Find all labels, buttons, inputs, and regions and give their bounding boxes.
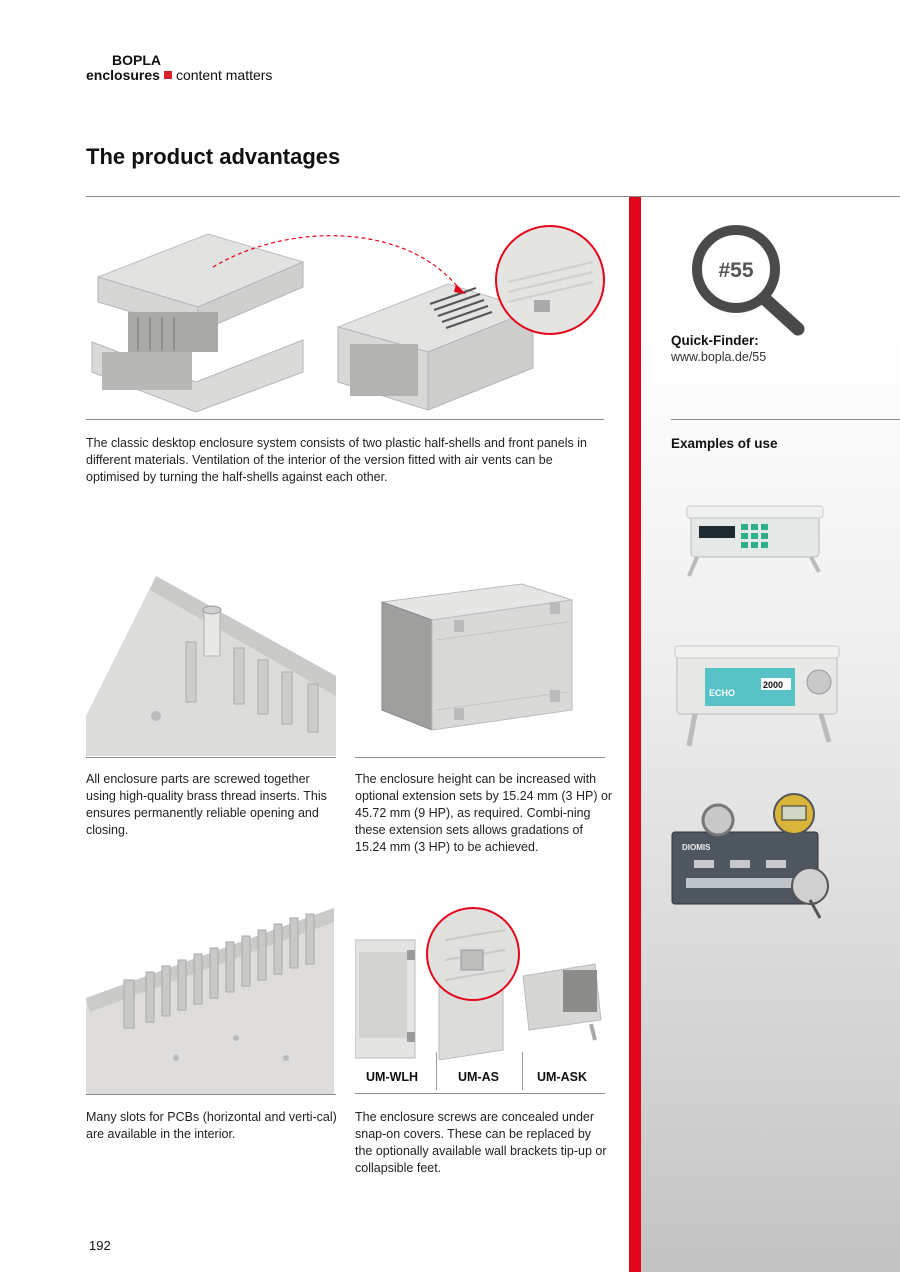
quick-finder-label: Quick-Finder:	[671, 333, 759, 348]
device-brand: DIOMIS	[682, 843, 711, 852]
sidebar-rule	[671, 419, 900, 420]
feature4-rule	[355, 1093, 605, 1094]
example-gauge-device-image	[670, 790, 850, 920]
variant-divider-2	[522, 1052, 523, 1090]
hero-enclosure-image	[88, 222, 608, 414]
variant-label-ask: UM-ASK	[537, 1070, 587, 1084]
brand-line	[86, 67, 272, 83]
pcb-slots-image	[86, 908, 336, 1094]
variant-divider-1	[436, 1052, 437, 1090]
brand-tagline: content matters	[175, 67, 273, 83]
example-echo-device-image	[673, 638, 843, 750]
feature-brass-inserts-text: All enclosure parts are screwed together using high-quality brass thread inserts. This ensures permanently reliable opening and closing.	[86, 772, 327, 837]
variant-label-as: UM-AS	[458, 1070, 499, 1084]
feature3-rule	[86, 1094, 336, 1095]
feature-pcb-slots-text: Many slots for PCBs (horizontal and verti-cal) are available in the interior.	[86, 1110, 337, 1141]
badge-number: #55	[718, 259, 754, 282]
feature-covers-text: The enclosure screws are concealed under snap-on covers. These can be replaced by the optionally available wall brackets tip-up or collapsible feet.	[355, 1110, 607, 1175]
quick-finder-link[interactable]: www.bopla.de/55	[671, 350, 767, 364]
extension-set-image	[372, 580, 582, 740]
page-number: 192	[89, 1238, 111, 1253]
brand-word: enclosures	[86, 67, 160, 83]
echo-display: 2000	[763, 680, 784, 690]
examples-heading: Examples of use	[671, 436, 778, 451]
page-title: The product advantages	[86, 144, 341, 169]
accent-bar	[629, 197, 641, 1272]
feature2-rule	[355, 757, 605, 758]
echo-brand: ECHO	[709, 688, 736, 698]
variant-label-wlh: UM-WLH	[366, 1070, 419, 1084]
feature-extension-sets-text: The enclosure height can be increased with optional extension sets by 15.24 mm (3 HP) or 45.72 mm (9 HP), as required. Combi-ning these extension sets allows gradations of 15.24 mm (3 HP) to be achieved.	[355, 772, 613, 854]
brand-square-icon	[164, 71, 172, 79]
variants-image	[355, 900, 605, 1060]
brand-name: BOPLA	[112, 52, 161, 68]
feature1-rule	[86, 757, 336, 758]
magnifier-icon	[690, 222, 810, 337]
example-keypad-device-image	[683, 500, 828, 580]
brass-insert-image	[86, 576, 338, 756]
intro-paragraph: The classic desktop enclosure system consists of two plastic half-shells and front panels in different materials. Ventilation of the interior of the version fitted with air vents can be optimised by turning the half-shells against each other.	[86, 436, 587, 484]
hero-rule	[86, 419, 604, 420]
